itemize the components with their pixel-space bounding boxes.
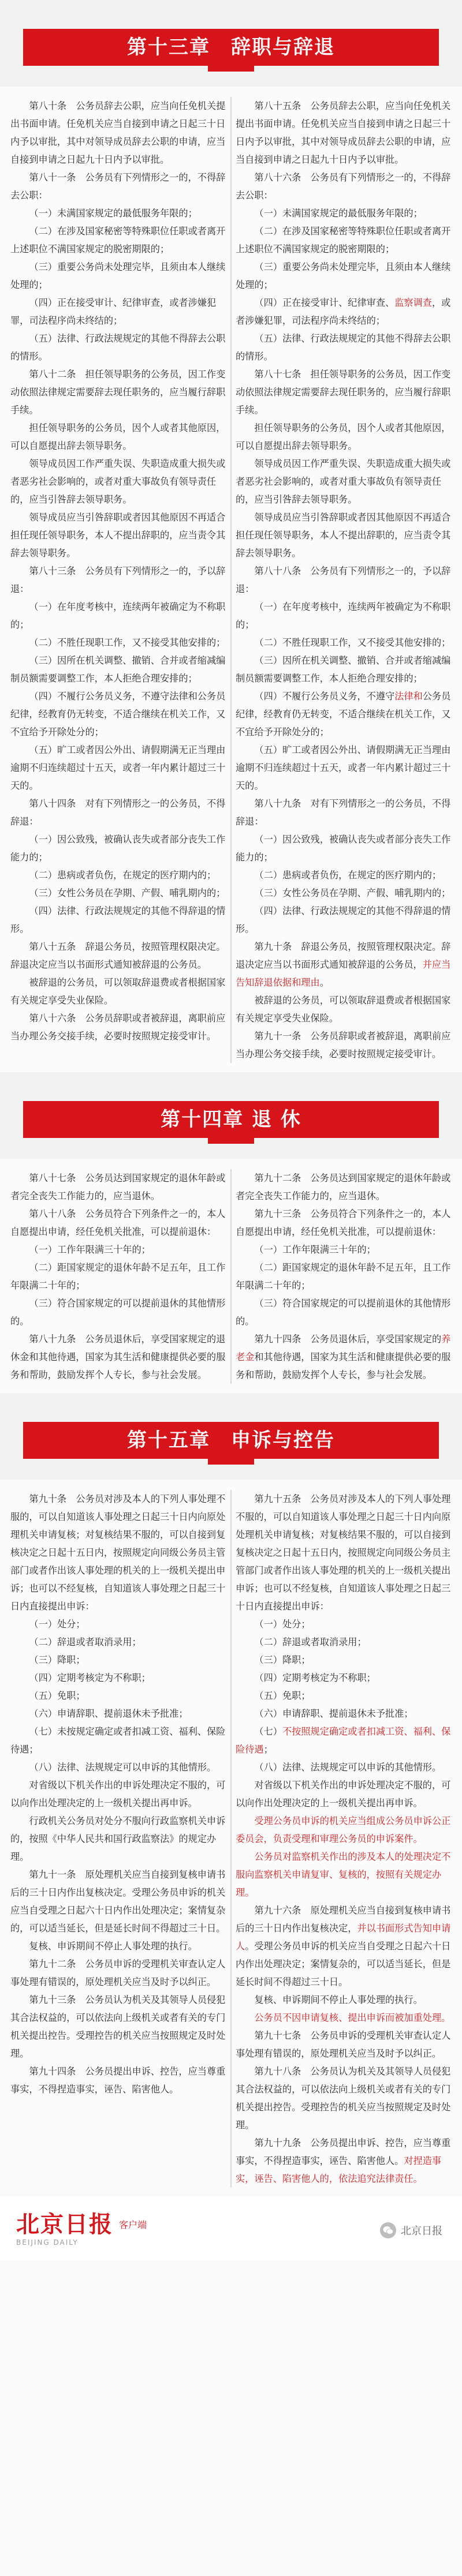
new-text-column <box>236 1490 452 2188</box>
highlighted-text: 法律和 <box>394 691 423 702</box>
clause-text: 复核、申诉期间不停止人事处理的执行。 <box>29 1941 198 1952</box>
highlighted-text: 不按照规定确定或者扣减工资、福利、保险待遇 <box>236 1726 451 1755</box>
clause-paragraph <box>236 365 452 419</box>
column-divider <box>230 97 232 1063</box>
clause-text: （四）法律、行政法规规定的其他不得辞退的情形。 <box>236 905 451 934</box>
clause-paragraph <box>236 1241 452 1259</box>
clause-paragraph <box>10 1991 226 2062</box>
clause-text: （四）不履行公务员义务，不遵守 <box>254 691 395 702</box>
highlighted-text: 受理公务员申诉的机关应当组成公务员申诉公正委员会，负责受理和审理公务员的申诉案件。 <box>236 1815 451 1844</box>
clause-paragraph <box>236 1169 452 1205</box>
clause-paragraph <box>10 1169 226 1205</box>
clause-paragraph <box>10 365 226 419</box>
clause-text: 。受理公务员申诉的机关应当自受理之日起六十日内作出处理决定；案情复杂的，可以适当延长，但是延长时间不得超过三十日。 <box>236 1941 451 1987</box>
clause-paragraph <box>236 652 452 687</box>
chapter-header <box>0 1393 462 1480</box>
clause-paragraph <box>236 1330 452 1384</box>
clause-text: （二）辞退或者取消录用； <box>254 1637 367 1648</box>
clause-paragraph <box>236 1705 452 1723</box>
clause-text: 第九十八条 公务员认为机关及其领导人员侵犯其合法权益的，可以依法向上级机关或者有关的专门机关提出控告。受理控告的机关应当按照规定及时处理。 <box>236 2066 451 2131</box>
clause-paragraph <box>10 1205 226 1241</box>
clause-text: 第九十二条 公务员达到国家规定的退休年龄或者完全丧失工作能力的，应当退休。 <box>236 1173 451 1201</box>
clause-paragraph <box>236 1901 452 1991</box>
clause-text: （一）未满国家规定的最低服务年限的； <box>254 208 423 219</box>
clause-paragraph <box>10 1294 226 1330</box>
clause-text: （一）工作年限满三十年的； <box>254 1244 376 1255</box>
clause-paragraph <box>236 1812 452 1848</box>
clause-paragraph <box>236 562 452 598</box>
chapter-body <box>0 87 462 1072</box>
clause-paragraph <box>236 741 452 795</box>
clause-text: （四）正在接受审计、纪律审查、 <box>254 297 395 308</box>
clause-text: （五）法律、行政法规规定的其他不得辞去公职的情形。 <box>236 333 451 362</box>
clause-text: 和其他待遇，国家为其生活和健康提供必要的服务和帮助，鼓励发挥个人专长，参与社会发展。 <box>236 1351 451 1380</box>
clause-text: （三）重要公务尚未处理完毕，且须由本人继续处理的； <box>236 261 451 290</box>
clause-paragraph <box>236 938 452 991</box>
clause-text: 第八十四条 对有下列情形之一的公务员，不得辞退： <box>10 798 226 827</box>
clause-text: 第九十五条 公务员对涉及本人的下列人事处理不服的，可以自知道该人事处理之日起三十日内向原处理机关申请复核；对复核结果不服的，可以自接到复核决定之日起十五日内，按照规定向同级公务员主管部门或者作出该人事处理的机关的上一级机关提出申诉；也可以不经复核，自知道该人事处理之日起三十日内直接提出申诉： <box>236 1493 451 1612</box>
clause-text: 第八十一条 公务员有下列情形之一的，不得辞去公职： <box>10 172 226 201</box>
clause-paragraph <box>10 1259 226 1294</box>
clause-text: 第九十七条 公务员申诉的受理机关审查认定人事处理有错误的，原处理机关应当及时予以纠正。 <box>236 2030 451 2059</box>
clause-paragraph <box>10 97 226 169</box>
clause-paragraph <box>10 2062 226 2098</box>
clause-text: 第八十六条 公务员辞职或者被辞退，离职前应当办理公务交接手续，必要时按照规定接受审计。 <box>10 1013 226 1042</box>
clause-paragraph <box>10 1241 226 1259</box>
clause-paragraph <box>10 169 226 204</box>
clause-paragraph <box>236 508 452 562</box>
clause-text: 对省级以下机关作出的申诉处理决定不服的，可以向作出处理决定的上一级机关提出再申诉。 <box>10 1780 226 1809</box>
clause-text: 领导成员因工作严重失误、失职造成重大损失或者恶劣社会影响的，或者对重大事故负有领导责任的，应当引咎辞去领导职务。 <box>10 458 226 505</box>
clause-paragraph <box>10 1633 226 1651</box>
clause-paragraph <box>10 1937 226 1955</box>
clause-text: （三）符合国家规定的可以提前退休的其他情形的。 <box>10 1298 226 1327</box>
clause-text: （四）不履行公务员义务，不遵守法律和公务员纪律，经教育仍无转变，不适合继续在机关工作，又不宜给予开除处分的； <box>10 691 226 737</box>
clause-text: （二）患病或者负伤，在规定的医疗期内的； <box>29 870 217 881</box>
clause-text: （五）免职； <box>29 1690 85 1701</box>
clause-paragraph <box>236 991 452 1027</box>
clause-paragraph <box>10 1705 226 1723</box>
clause-paragraph <box>236 169 452 204</box>
clause-paragraph <box>236 2134 452 2188</box>
clause-text: 第九十四条 公务员提出申诉、控告，应当尊重事实，不得捏造事实，诬告、陷害他人。 <box>10 2066 226 2095</box>
chapter-title: 第十三章 辞职与辞退 <box>127 36 335 59</box>
chapter-body <box>0 1480 462 2197</box>
clause-paragraph <box>10 741 226 795</box>
clause-text: 第八十三条 公务员有下列情形之一的，予以辞退： <box>10 566 226 594</box>
clause-paragraph <box>10 938 226 974</box>
clause-paragraph <box>236 1848 452 1901</box>
clause-text: 复核、申诉期间不停止人事处理的执行。 <box>254 1994 423 2005</box>
highlighted-text: 公务员不因申请复核、提出申诉而被加重处理。 <box>254 2012 451 2023</box>
clause-text: 第九十一条 公务员辞职或者被辞退，离职前应当办理公务交接手续，必要时按照规定接受审计。 <box>236 1031 451 1059</box>
clause-text: 第八十七条 公务员达到国家规定的退休年龄或者完全丧失工作能力的，应当退休。 <box>10 1173 226 1201</box>
clause-paragraph <box>10 455 226 508</box>
highlighted-text: 公务员对监察机关作出的涉及本人的处理决定不服向监察机关申请复审、复核的，按照有关规定办理。 <box>236 1851 451 1898</box>
clause-text: ，或者涉嫌犯罪，司法程序尚未终结的； <box>236 297 451 326</box>
clause-paragraph <box>236 902 452 938</box>
clause-text: 第八十条 公务员辞去公职，应当向任免机关提出书面申请。任免机关应当自接到申请之日起三十日内予以审批，其中对领导成员辞去公职的申请，应当自接到申请之日起九十日内予以审批。 <box>10 100 226 165</box>
clause-paragraph <box>10 562 226 598</box>
clause-text: 第八十五条 公务员辞去公职，应当向任免机关提出书面申请。任免机关应当自接到申请之日起三十日内予以审批，其中对领导成员辞去公职的申请，应当自接到申请之日起九十日内予以审批。 <box>236 100 451 165</box>
clause-paragraph <box>10 1723 226 1758</box>
clause-text: （三）因所在机关调整、撤销、合并或者缩减编制员额需要调整工作，本人拒绝合理安排的； <box>10 655 226 684</box>
clause-paragraph <box>236 866 452 884</box>
clause-text: （二）不胜任现职工作，又不接受其他安排的； <box>29 637 226 648</box>
clause-text: 第九十九条 公务员提出申诉、控告，应当尊重事实，不得捏造事实，诬告、陷害他人。 <box>236 2137 451 2166</box>
clause-text: 公务员纪律，经教育仍无转变，不适合继续在机关工作，又不宜给予开除处分的； <box>236 691 451 737</box>
clause-paragraph <box>236 97 452 169</box>
column-divider <box>230 1169 232 1384</box>
clause-paragraph <box>236 1723 452 1758</box>
footer <box>0 2197 462 2260</box>
new-text-column <box>236 97 452 1063</box>
clause-text: 行政机关公务员对处分不服向行政监察机关申诉的，按照《中华人民共和国行政监察法》的规定办理。 <box>10 1815 226 1862</box>
highlighted-text: 对捏造事实，诬告、陷害他人的，依法追究法律责任。 <box>236 2155 442 2184</box>
clause-paragraph <box>236 1633 452 1651</box>
clause-text: （四）定期考核定为不称职； <box>254 1672 376 1683</box>
clause-text: 第九十条 辞退公务员，按照管理权限决定。辞退决定应当以书面形式通知被辞退的公务员， <box>236 941 451 970</box>
old-text-column <box>10 1490 226 2188</box>
clause-text: （五）旷工或者因公外出、请假期满无正当理由逾期不归连续超过十五天，或者一年内累计超过三十天的。 <box>236 744 451 791</box>
clause-paragraph <box>10 1812 226 1866</box>
clause-text: （一）未满国家规定的最低服务年限的； <box>29 208 198 219</box>
clause-paragraph <box>10 1955 226 1991</box>
clause-text: （四）正在接受审计、纪律审查，或者涉嫌犯罪，司法程序尚未终结的； <box>10 297 217 326</box>
clause-paragraph <box>236 1651 452 1669</box>
wechat-icon <box>380 2222 396 2238</box>
clause-text: 被辞退的公务员，可以领取辞退费或者根据国家有关规定享受失业保险。 <box>236 995 451 1024</box>
clause-paragraph <box>236 1687 452 1705</box>
clause-paragraph <box>10 419 226 455</box>
clause-paragraph <box>10 884 226 902</box>
clause-text: 第九十三条 公务员符合下列条件之一的，本人自愿提出申请，经任免机关批准，可以提前退休： <box>236 1208 451 1237</box>
clause-text: （二）辞退或者取消录用； <box>29 1637 141 1648</box>
clause-text: （四）法律、行政法规规定的其他不得辞退的情形。 <box>10 905 226 934</box>
clause-text: （四）定期考核定为不称职； <box>29 1672 151 1683</box>
clause-paragraph <box>10 866 226 884</box>
clause-text: 担任领导职务的公务员，因个人或者其他原因，可以自愿提出辞去领导职务。 <box>236 422 451 451</box>
clause-text: 第九十二条 公务员申诉的受理机关审查认定人事处理有错误的，原处理机关应当及时予以纠正。 <box>10 1959 226 1987</box>
clause-paragraph <box>10 598 226 634</box>
clause-paragraph <box>236 884 452 902</box>
clause-paragraph <box>236 1259 452 1294</box>
chapter-title: 第十四章 退 休 <box>161 1108 301 1131</box>
new-text-column <box>236 1169 452 1384</box>
clause-paragraph <box>10 1330 226 1384</box>
clause-text: （二）在涉及国家秘密等特殊职位任职或者离开上述职位不满国家规定的脱密期限的； <box>10 226 226 254</box>
account-watermark <box>380 2222 442 2238</box>
clause-text: （一）因公致残，被确认丧失或者部分丧失工作能力的； <box>236 834 451 863</box>
clause-paragraph <box>236 1027 452 1063</box>
clause-text: （二）在涉及国家秘密等特殊职位任职或者离开上述职位不满国家规定的脱密期限的； <box>236 226 451 254</box>
clause-text: （六）申请辞职、提前退休未予批准； <box>254 1708 413 1719</box>
clause-paragraph <box>10 1615 226 1633</box>
chapter-header <box>0 0 462 87</box>
clause-paragraph <box>10 330 226 365</box>
clause-text: （八）法律、法规规定可以申诉的其他情形。 <box>254 1762 442 1773</box>
clause-paragraph <box>236 598 452 634</box>
clause-text: （一）在年度考核中，连续两年被确定为不称职的； <box>236 601 451 630</box>
clause-paragraph <box>236 1991 452 2009</box>
clause-paragraph <box>236 1758 452 1776</box>
clause-paragraph <box>236 294 452 330</box>
clause-paragraph <box>10 902 226 938</box>
clause-text: ； <box>263 1744 273 1755</box>
clause-text: 第九十一条 原处理机关应当自接到复核申请书后的三十日内作出复核决定。受理公务员申诉的机关应当自受理之日起六十日内作出处理决定；案情复杂的，可以适当延长，但是延长时间不得超过三十日。 <box>10 1869 226 1934</box>
clause-text: （一）处分； <box>254 1619 311 1630</box>
clause-text: 第八十二条 担任领导职务的公务员，因工作变动依照法律规定需要辞去现任职务的，应当履行辞职手续。 <box>10 369 226 415</box>
clause-paragraph <box>236 1669 452 1687</box>
clause-paragraph <box>10 687 226 741</box>
beijing-daily-logo <box>16 2212 178 2244</box>
old-text-column <box>10 97 226 1063</box>
clause-text: （三）重要公务尚未处理完毕，且须由本人继续处理的； <box>10 261 226 290</box>
clause-text: （一）工作年限满三十年的； <box>29 1244 151 1255</box>
clause-paragraph <box>10 652 226 687</box>
clause-text: 第八十五条 辞退公务员，按照管理权限决定。辞退决定应当以书面形式通知被辞退的公务员。 <box>10 941 226 970</box>
clause-text: （二）距国家规定的退休年龄不足五年，且工作年限满二十年的； <box>10 1262 226 1291</box>
clause-paragraph <box>236 222 452 258</box>
clause-paragraph <box>10 1490 226 1615</box>
logo-subtitle: 客户端 <box>119 2219 147 2230</box>
clause-text: 第九十三条 公务员认为机关及其领导人员侵犯其合法权益的，可以依法向上级机关或者有关的专门机关提出控告。受理控告的机关应当按照规定及时处理。 <box>10 1994 226 2059</box>
logo-english: BEIJING DAILY <box>16 2238 79 2246</box>
clause-text: （一）在年度考核中，连续两年被确定为不称职的； <box>10 601 226 630</box>
clause-text: （三）降职； <box>29 1654 85 1665</box>
clause-paragraph <box>10 1669 226 1687</box>
clause-text: （五）免职； <box>254 1690 311 1701</box>
clause-text: （六）申请辞职、提前退休未予批准； <box>29 1708 188 1719</box>
clause-paragraph <box>236 2009 452 2027</box>
clause-paragraph <box>10 830 226 866</box>
clause-text: （七）未按规定确定或者扣减工资、福利、保险待遇； <box>10 1726 226 1755</box>
clause-paragraph <box>236 1490 452 1615</box>
clause-text: （一）因公致残，被确认丧失或者部分丧失工作能力的； <box>10 834 226 863</box>
clause-paragraph <box>236 687 452 741</box>
chapter-header <box>0 1072 462 1159</box>
logo-chinese: 北京日报 <box>16 2211 113 2238</box>
chapter-body <box>0 1159 462 1393</box>
old-text-column <box>10 1169 226 1384</box>
clause-text: （五）旷工或者因公外出、请假期满无正当理由逾期不归连续超过十五天，或者一年内累计超过三十天的。 <box>10 744 226 791</box>
clause-text: 对省级以下机关作出的申诉处理决定不服的，可以向作出处理决定的上一级机关提出再申诉。 <box>236 1780 451 1809</box>
clause-text: （七） <box>254 1726 282 1737</box>
column-divider <box>230 1490 232 2188</box>
clause-text: 担任领导职务的公务员，因个人或者其他原因，可以自愿提出辞去领导职务。 <box>10 422 226 451</box>
clause-text: 第八十七条 担任领导职务的公务员，因工作变动依照法律规定需要辞去现任职务的，应当履行辞职手续。 <box>236 369 451 415</box>
clause-paragraph <box>10 508 226 562</box>
clause-text: （三）女性公务员在孕期、产假、哺乳期内的； <box>29 888 226 898</box>
clause-text: 第九十六条 原处理机关应当自接到复核申请书后的三十日内作出复核决定， <box>236 1905 451 1934</box>
clause-paragraph <box>236 2027 452 2062</box>
clause-paragraph <box>236 455 452 508</box>
clause-paragraph <box>236 634 452 652</box>
clause-paragraph <box>10 634 226 652</box>
clause-paragraph <box>236 419 452 455</box>
highlighted-text: 并应当告知辞退依据和理由 <box>236 959 451 988</box>
clause-text: 第九十四条 公务员退休后，享受国家规定的 <box>254 1334 442 1345</box>
clause-paragraph <box>236 2062 452 2134</box>
clause-text: （五）法律、行政法规规定的其他不得辞去公职的情形。 <box>10 333 226 362</box>
clause-text: （八）法律、法规规定可以申诉的其他情形。 <box>29 1762 217 1773</box>
clause-text: 领导成员应当引咎辞职或者因其他原因不再适合担任现任领导职务，本人不提出辞职的，应当责令其辞去领导职务。 <box>236 512 451 559</box>
highlighted-text: 监察调查 <box>394 297 432 308</box>
clause-paragraph <box>10 1651 226 1669</box>
clause-text: （二）患病或者负伤，在规定的医疗期内的； <box>254 870 442 881</box>
clause-text: 被辞退的公务员，可以领取辞退费或者根据国家有关规定享受失业保险。 <box>10 977 226 1006</box>
clause-paragraph <box>10 1687 226 1705</box>
clause-paragraph <box>236 1776 452 1812</box>
clause-paragraph <box>10 258 226 294</box>
clause-text: 领导成员因工作严重失误、失职造成重大损失或者恶劣社会影响的，或者对重大事故负有领导责任的，应当引咎辞去领导职务。 <box>236 458 451 505</box>
clause-text: （三）女性公务员在孕期、产假、哺乳期内的； <box>254 888 451 898</box>
watermark-label: 北京日报 <box>401 2225 442 2237</box>
clause-paragraph <box>10 222 226 258</box>
clause-text: （二）距国家规定的退休年龄不足五年，且工作年限满二十年的； <box>236 1262 451 1291</box>
clause-paragraph <box>236 830 452 866</box>
clause-paragraph <box>236 795 452 830</box>
clause-text: 。 <box>319 977 329 988</box>
clause-text: （三）因所在机关调整、撤销、合并或者缩减编制员额需要调整工作，本人拒绝合理安排的； <box>236 655 451 684</box>
clause-paragraph <box>236 330 452 365</box>
chapter-title: 第十五章 申诉与控告 <box>127 1429 335 1452</box>
clause-paragraph <box>10 1866 226 1937</box>
clause-paragraph <box>10 1758 226 1776</box>
clause-text: （二）不胜任现职工作，又不接受其他安排的； <box>254 637 451 648</box>
clause-paragraph <box>10 294 226 330</box>
clause-paragraph <box>236 204 452 222</box>
clause-text: 第八十八条 公务员符合下列条件之一的，本人自愿提出申请，经任免机关批准，可以提前退休： <box>10 1208 226 1237</box>
clause-paragraph <box>10 795 226 830</box>
clause-paragraph <box>236 1615 452 1633</box>
highlighted-text: 养老金 <box>236 1334 451 1362</box>
clause-paragraph <box>236 258 452 294</box>
clause-text: 领导成员应当引咎辞职或者因其他原因不再适合担任现任领导职务，本人不提出辞职的，应当责令其辞去领导职务。 <box>10 512 226 559</box>
clause-paragraph <box>10 974 226 1009</box>
clause-paragraph <box>10 1776 226 1812</box>
clause-text: （一）处分； <box>29 1619 85 1630</box>
clause-text: 第八十六条 公务员有下列情形之一的，不得辞去公职： <box>236 172 451 201</box>
clause-paragraph <box>236 1205 452 1241</box>
clause-paragraph <box>236 1294 452 1330</box>
clause-text: 第八十九条 公务员退休后，享受国家规定的退休金和其他待遇，国家为其生活和健康提供必要的服务和帮助，鼓励发挥个人专长，参与社会发展。 <box>10 1334 226 1380</box>
highlighted-text: 并以书面形式告知申请人 <box>236 1923 451 1952</box>
clause-paragraph <box>10 1009 226 1045</box>
clause-paragraph <box>10 204 226 222</box>
clause-text: 第九十条 公务员对涉及本人的下列人事处理不服的，可以自知道该人事处理之日起三十日内向原处理机关申请复核；对复核结果不服的，可以自接到复核决定之日起十五日内，按照规定向同级公务员主管部门或者作出该人事处理的机关的上一级机关提出申诉；也可以不经复核，自知道该人事处理之日起三十日内直接提出申诉： <box>10 1493 226 1612</box>
clause-text: 第八十九条 对有下列情形之一的公务员，不得辞退： <box>236 798 451 827</box>
clause-text: 第八十八条 公务员有下列情形之一的，予以辞退： <box>236 566 451 594</box>
clause-text: （三）降职； <box>254 1654 311 1665</box>
clause-text: （三）符合国家规定的可以提前退休的其他情形的。 <box>236 1298 451 1327</box>
